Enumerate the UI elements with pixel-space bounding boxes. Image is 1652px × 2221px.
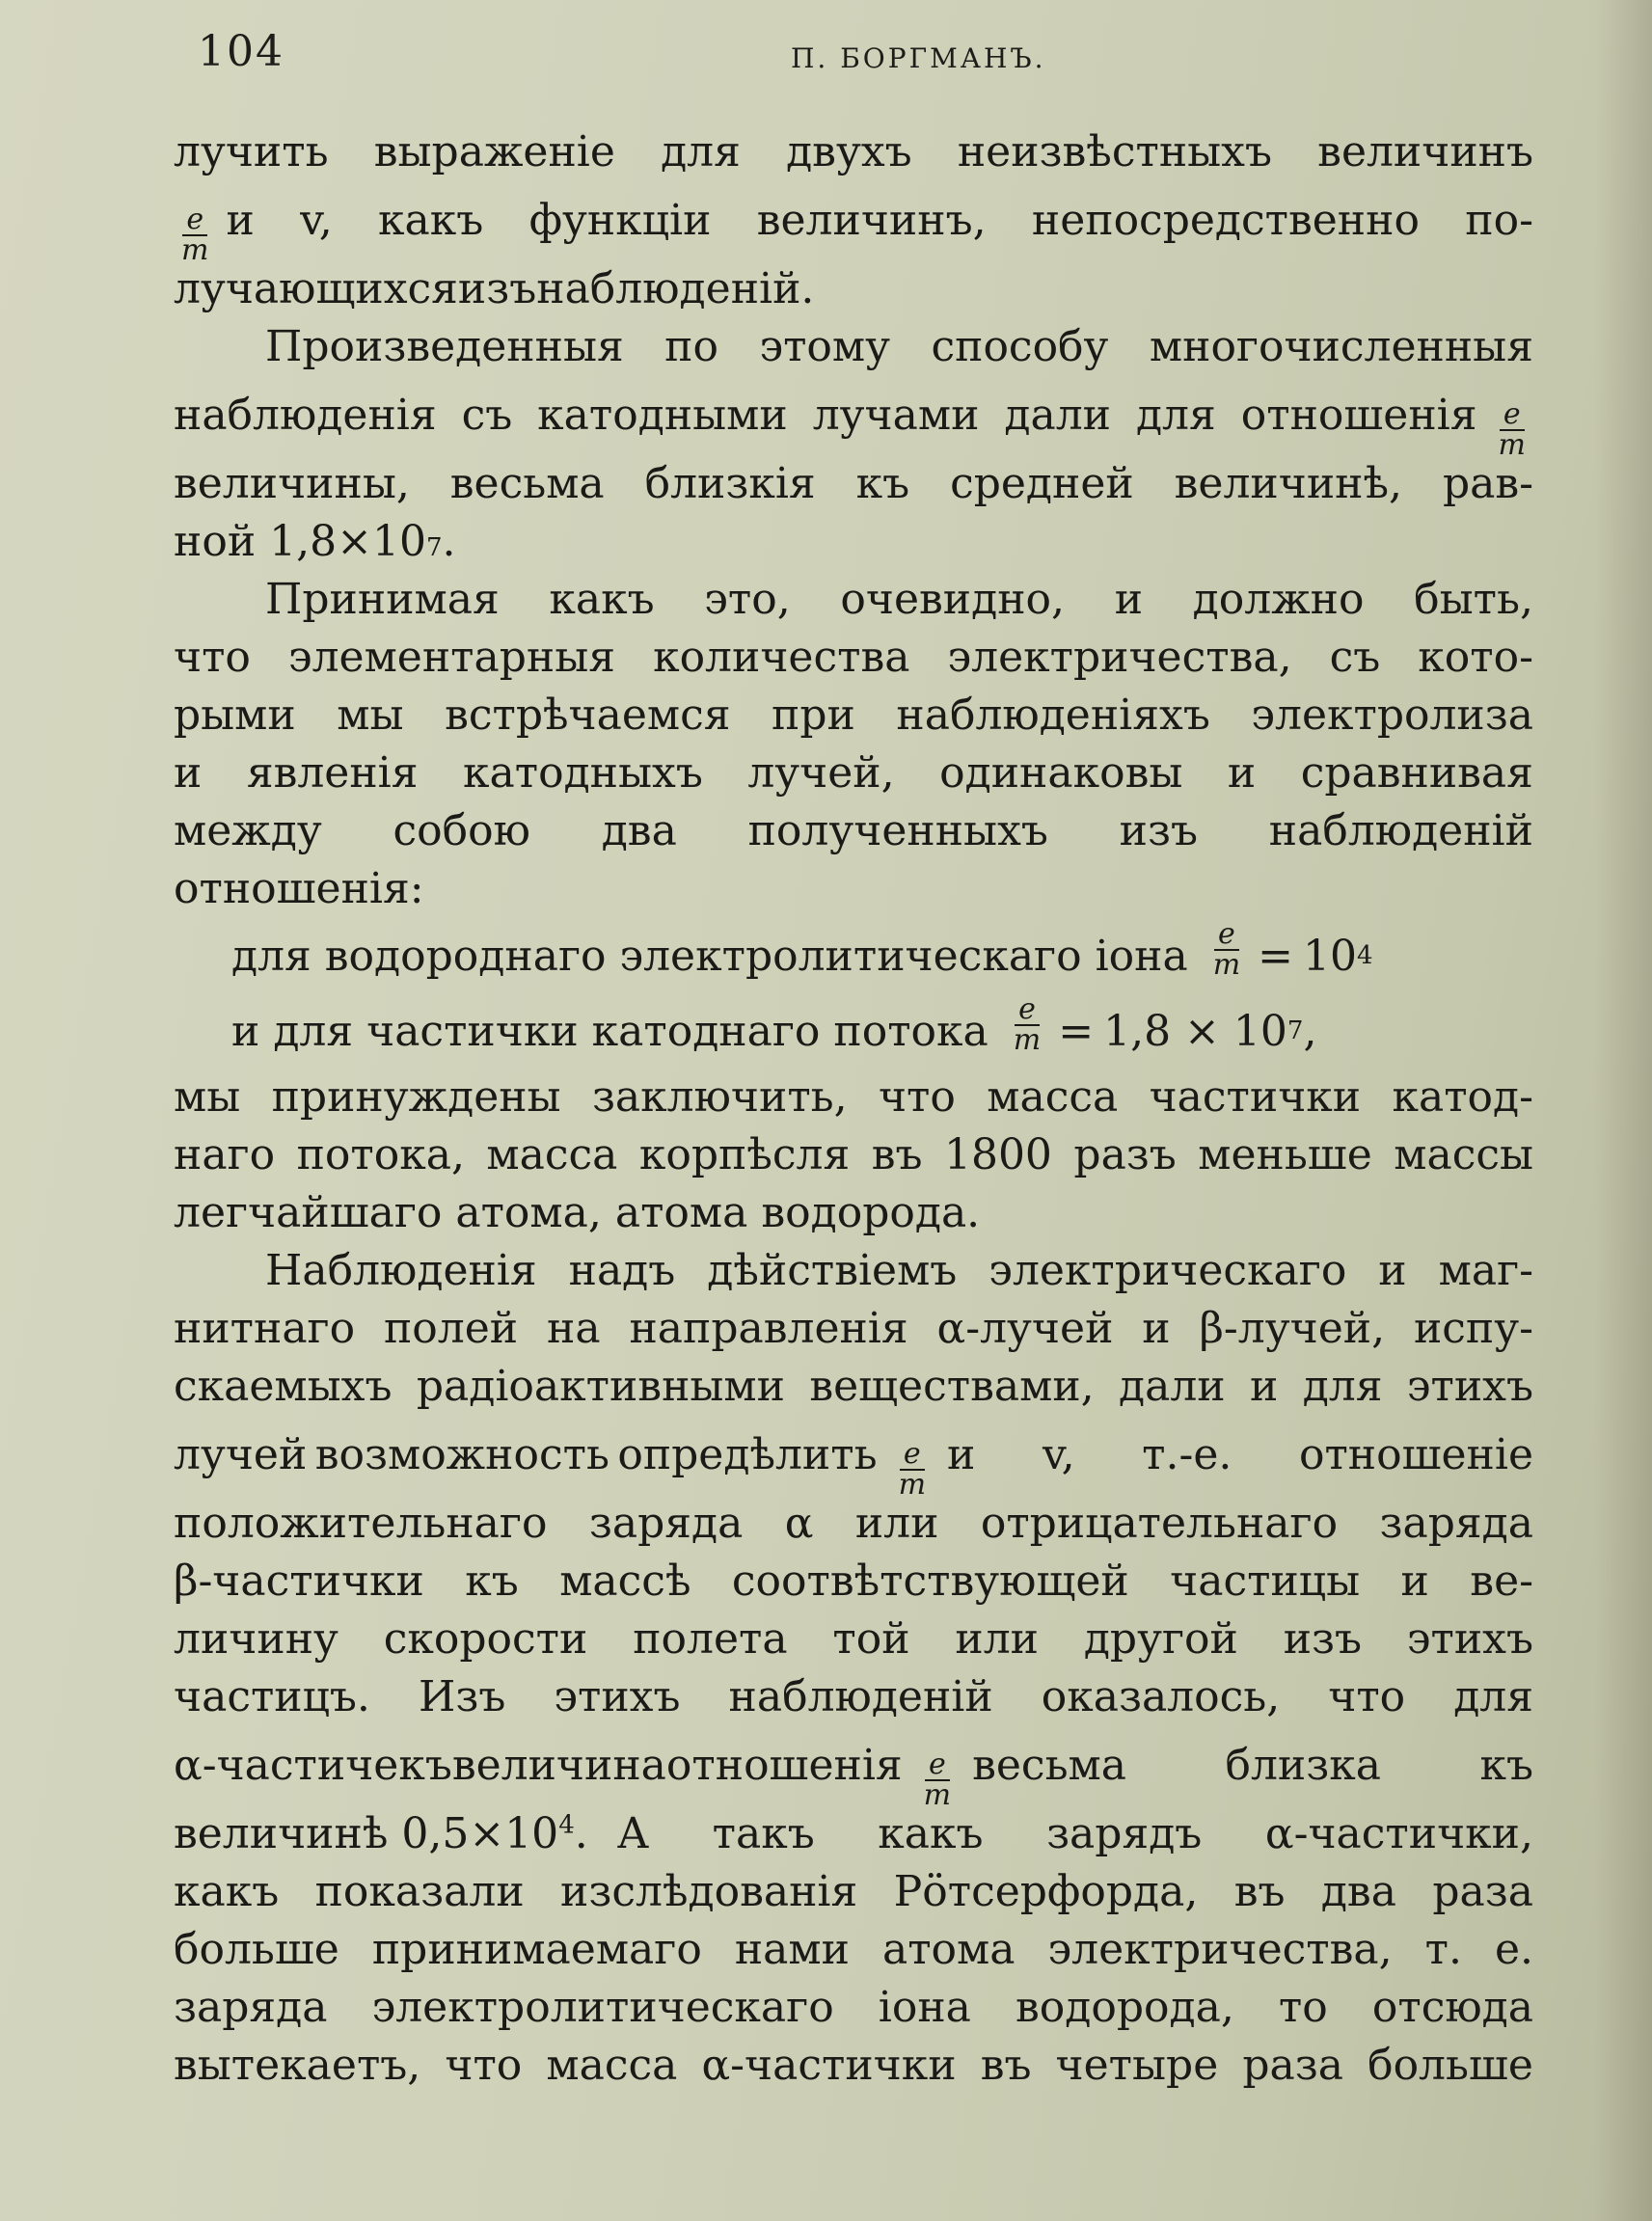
text-line — [174, 1242, 1533, 1300]
word: этихъ — [554, 1672, 681, 1721]
word: скаемыхъ — [174, 1362, 393, 1411]
word: частицы — [1170, 1557, 1361, 1606]
word: нитнаго — [174, 1304, 356, 1353]
word: зарядъ — [1046, 1809, 1203, 1858]
word: что — [878, 1072, 956, 1122]
word: отсюда — [1371, 1983, 1533, 2032]
word: частицъ. — [174, 1672, 370, 1721]
word: показали — [314, 1867, 525, 1916]
word: и — [226, 196, 255, 245]
text-line — [174, 123, 1533, 181]
word: близка — [1225, 1741, 1381, 1790]
word: v, — [1042, 1430, 1075, 1479]
text-line — [174, 318, 1533, 376]
word: наблюденій — [1268, 806, 1533, 855]
word: и — [947, 1430, 976, 1479]
text-line — [174, 571, 1533, 629]
word: по- — [1465, 196, 1533, 245]
text-line — [174, 1069, 1533, 1126]
word: α-частички — [701, 2041, 957, 2090]
text-line — [174, 1495, 1533, 1553]
fraction-e-over-m: $\frac{e}{m}$ — [923, 1747, 952, 1812]
word: ве- — [1470, 1557, 1533, 1606]
word: раза — [1242, 2041, 1343, 2090]
formula-cathode-particle: и для частички катоднаго потока $\frac{e}{m}$ = 1,8 × 10 7 , — [231, 992, 1317, 1057]
word: положительнаго — [174, 1499, 548, 1548]
word: величины, — [174, 459, 410, 508]
word: какъ — [549, 575, 655, 624]
word: отношеніе — [1298, 1430, 1533, 1479]
word: массѣ — [559, 1557, 691, 1606]
word: заряда — [588, 1499, 744, 1548]
word: полей — [383, 1304, 519, 1353]
word: рыми — [174, 691, 296, 740]
word: весьма — [972, 1741, 1126, 1790]
word: лучами — [812, 391, 980, 440]
word: мы — [174, 1072, 241, 1122]
word: способу — [931, 322, 1109, 371]
word: къ — [855, 459, 910, 508]
word: раза — [1432, 1867, 1533, 1916]
text-line — [174, 376, 1533, 462]
text-line — [174, 629, 1533, 687]
word: опредѣлить — [617, 1430, 878, 1479]
word: оказалось, — [1041, 1672, 1281, 1721]
word: то — [1278, 1983, 1328, 2032]
word: другой — [1083, 1614, 1238, 1664]
word: заряда — [174, 1983, 328, 2032]
word: рав- — [1442, 459, 1533, 508]
word: неизвѣстныхъ — [957, 127, 1272, 176]
word: близкія — [644, 459, 816, 508]
word: больше — [174, 1925, 339, 1974]
word: е. — [1494, 1925, 1533, 1974]
word: дѣйствіемъ — [707, 1246, 958, 1295]
word: Рӧтсерфорда, — [893, 1867, 1199, 1916]
word: вытекаетъ, — [174, 2041, 421, 2090]
text-line — [174, 1668, 1533, 1726]
word: наблюденія — [174, 391, 437, 440]
word: и — [1114, 575, 1144, 624]
word: больше — [1368, 2041, 1533, 2090]
word: и — [1227, 748, 1257, 798]
fraction-e-over-m: $\frac{e}{m}$ — [1498, 397, 1526, 462]
word: непосредственно — [1031, 196, 1420, 245]
word: наблюденіяхъ — [896, 691, 1210, 740]
word: разъ — [1073, 1130, 1177, 1179]
word: 1800 — [943, 1130, 1052, 1179]
word: Изъ — [418, 1672, 506, 1721]
word: отношенія — [1240, 391, 1477, 440]
text-line — [174, 181, 1533, 267]
word: веществами, — [809, 1362, 1095, 1411]
word: β-лучей, — [1199, 1304, 1386, 1353]
word: принимаемаго — [371, 1925, 702, 1974]
word: встрѣчаемся — [445, 691, 731, 740]
word: принуждены — [271, 1072, 561, 1122]
word: α-лучей — [936, 1304, 1114, 1353]
word: двухъ — [786, 127, 912, 176]
word: α — [784, 1499, 814, 1548]
text-line: легчайшаго атома, атома водорода. — [174, 1188, 981, 1237]
word: электролитическаго — [371, 1983, 834, 2032]
word: надъ — [568, 1246, 676, 1295]
page-header — [198, 27, 1548, 85]
word: какъ — [174, 1867, 280, 1916]
word: одинаковы — [939, 748, 1183, 798]
fraction-e-over-m: $\frac{e}{m}$ — [898, 1437, 927, 1502]
word: масса — [486, 1130, 618, 1179]
word: α-частичекъ — [174, 1741, 452, 1790]
word: катод- — [1392, 1072, 1533, 1122]
word: и — [174, 748, 203, 798]
word: электролиза — [1251, 691, 1533, 740]
word: катодными — [537, 391, 788, 440]
word: между — [174, 806, 322, 855]
word: быть, — [1414, 575, 1533, 624]
word: изъ — [1119, 806, 1198, 855]
word: нами — [734, 1925, 850, 1974]
page-edge-shadow — [1594, 0, 1652, 2221]
text-line — [174, 802, 1533, 860]
word: наго — [174, 1130, 276, 1179]
word: направленія — [629, 1304, 908, 1353]
text-line — [174, 1921, 1533, 1979]
word: электричества, — [1047, 1925, 1393, 1974]
word: это, — [704, 575, 791, 624]
word: или — [955, 1614, 1040, 1664]
running-head: П. БОРГМАНЪ. — [791, 42, 1046, 74]
word: іона — [878, 1983, 971, 2032]
text-line — [174, 1611, 1533, 1668]
word: лучей — [174, 1430, 308, 1479]
word: какъ — [878, 1809, 984, 1858]
word: атома — [881, 1925, 1016, 1974]
word: такъ — [712, 1809, 815, 1858]
word: какъ — [378, 196, 484, 245]
word: электрическаго — [988, 1246, 1347, 1295]
word: лучающихся — [174, 264, 458, 313]
word: и — [1400, 1557, 1429, 1606]
word: заключить, — [591, 1072, 848, 1122]
word: потока, — [296, 1130, 465, 1179]
word: радіоактивными — [416, 1362, 785, 1411]
word: Произведенныя — [265, 322, 624, 371]
word: величинѣ, — [1174, 459, 1403, 508]
word: β-частички — [174, 1557, 424, 1606]
word: частички — [1149, 1072, 1362, 1122]
fraction-e-over-m: $\frac{e}{m}$ — [1212, 917, 1241, 982]
word: величина — [451, 1741, 666, 1790]
word: весьма — [449, 459, 605, 508]
word: явленія — [246, 748, 419, 798]
word: величинъ — [1317, 127, 1533, 176]
word: скорости — [383, 1614, 588, 1664]
word: этихъ — [1406, 1614, 1533, 1664]
word: меньше — [1198, 1130, 1372, 1179]
word: очевидно, — [840, 575, 1066, 624]
word: кото- — [1418, 633, 1533, 682]
fraction-e-over-m: $\frac{e}{m}$ — [1013, 992, 1042, 1057]
word: и — [1142, 1304, 1171, 1353]
word: выраженіе — [373, 127, 615, 176]
word: для — [1302, 1362, 1383, 1411]
word: въ — [871, 1130, 923, 1179]
text-line: отношенія: — [174, 864, 424, 913]
word: и — [1378, 1246, 1407, 1295]
word: α-частички, — [1264, 1809, 1533, 1858]
word: электричества, — [947, 633, 1292, 682]
text-line: ной 1,8×10 7 . — [174, 517, 456, 566]
word: полученныхъ — [747, 806, 1048, 855]
word: сравнивая — [1300, 748, 1533, 798]
word: величинъ, — [756, 196, 987, 245]
word: къ — [465, 1557, 519, 1606]
word: для — [1135, 391, 1216, 440]
word: многочисленныя — [1149, 322, 1533, 371]
body-text — [174, 123, 1533, 2095]
word: съ — [1329, 633, 1381, 682]
text-line — [174, 455, 1533, 513]
word: что — [174, 633, 251, 682]
word: отношенія — [665, 1741, 903, 1790]
word: два — [601, 806, 677, 855]
word: масса — [987, 1072, 1119, 1122]
word: элементарныя — [287, 633, 616, 682]
text-line — [174, 1726, 1533, 1812]
text-line — [174, 2037, 1533, 2095]
fraction-e-over-m: $\frac{e}{m}$ — [181, 203, 209, 267]
word: въ — [980, 2041, 1032, 2090]
text-line — [174, 1126, 1533, 1184]
word: этихъ — [1406, 1362, 1533, 1411]
word: четыре — [1055, 2041, 1219, 2090]
text-line — [174, 1300, 1533, 1358]
word: полета — [633, 1614, 788, 1664]
text-line — [174, 1553, 1533, 1611]
word: Наблюденія — [265, 1246, 537, 1295]
word: наблюденій. — [536, 264, 815, 313]
word: катодныхъ — [463, 748, 703, 798]
text-line — [174, 1979, 1533, 2037]
word: мы — [337, 691, 404, 740]
word: личину — [174, 1614, 339, 1664]
word: при — [772, 691, 855, 740]
word: два — [1320, 1867, 1396, 1916]
text-line — [174, 1358, 1533, 1416]
word: А — [616, 1809, 650, 1858]
word: этому — [759, 322, 891, 371]
word: лучей, — [747, 748, 895, 798]
word: v, — [300, 196, 333, 245]
word: той — [832, 1614, 910, 1664]
text-line — [174, 1863, 1533, 1921]
word: должно — [1192, 575, 1365, 624]
word: наблюденій — [728, 1672, 993, 1721]
word: для — [1453, 1672, 1533, 1721]
text-line — [174, 260, 1533, 318]
word: средней — [950, 459, 1134, 508]
page-number: 104 — [198, 27, 284, 76]
word: къ — [1479, 1741, 1533, 1790]
word: дали — [1119, 1362, 1226, 1411]
word: изъ — [1283, 1614, 1363, 1664]
word: на — [547, 1304, 601, 1353]
word: функціи — [528, 196, 712, 245]
word: по — [664, 322, 718, 371]
word: отрицательнаго — [980, 1499, 1339, 1548]
word: лучить — [174, 127, 329, 176]
word: или — [854, 1499, 939, 1548]
word: Принимая — [265, 575, 500, 624]
text-line — [174, 1416, 1533, 1502]
word: испу- — [1413, 1304, 1533, 1353]
text-line — [174, 745, 1533, 802]
word: т.-е. — [1142, 1430, 1232, 1479]
word: съ — [461, 391, 513, 440]
word: для — [661, 127, 741, 176]
word: водорода, — [1016, 1983, 1234, 2032]
word: въ — [1233, 1867, 1286, 1916]
word: маг- — [1438, 1246, 1533, 1295]
word: дали — [1004, 391, 1111, 440]
text-line: величинѣ $0,5\times 10^4$. А такъ какъ зарядъ α-частички, — [174, 1805, 1533, 1863]
word: что — [445, 2041, 523, 2090]
word: и — [1249, 1362, 1279, 1411]
word: заряда — [1379, 1499, 1533, 1548]
word: что — [1328, 1672, 1406, 1721]
text-line — [174, 687, 1533, 745]
word: корпѣсля — [638, 1130, 851, 1179]
word: изъ — [457, 264, 537, 313]
word: возможность — [314, 1430, 609, 1479]
word: массы — [1394, 1130, 1533, 1179]
word: изслѣдованія — [560, 1867, 858, 1916]
word: т. — [1424, 1925, 1462, 1974]
word: соотвѣтствующей — [731, 1557, 1129, 1606]
word: собою — [393, 806, 530, 855]
word: количества — [653, 633, 910, 682]
formula-hydrogen-ion: для водороднаго электролитическаго іона $\frac{e}{m}$ = 10 4 — [231, 917, 1373, 982]
word: масса — [546, 2041, 678, 2090]
